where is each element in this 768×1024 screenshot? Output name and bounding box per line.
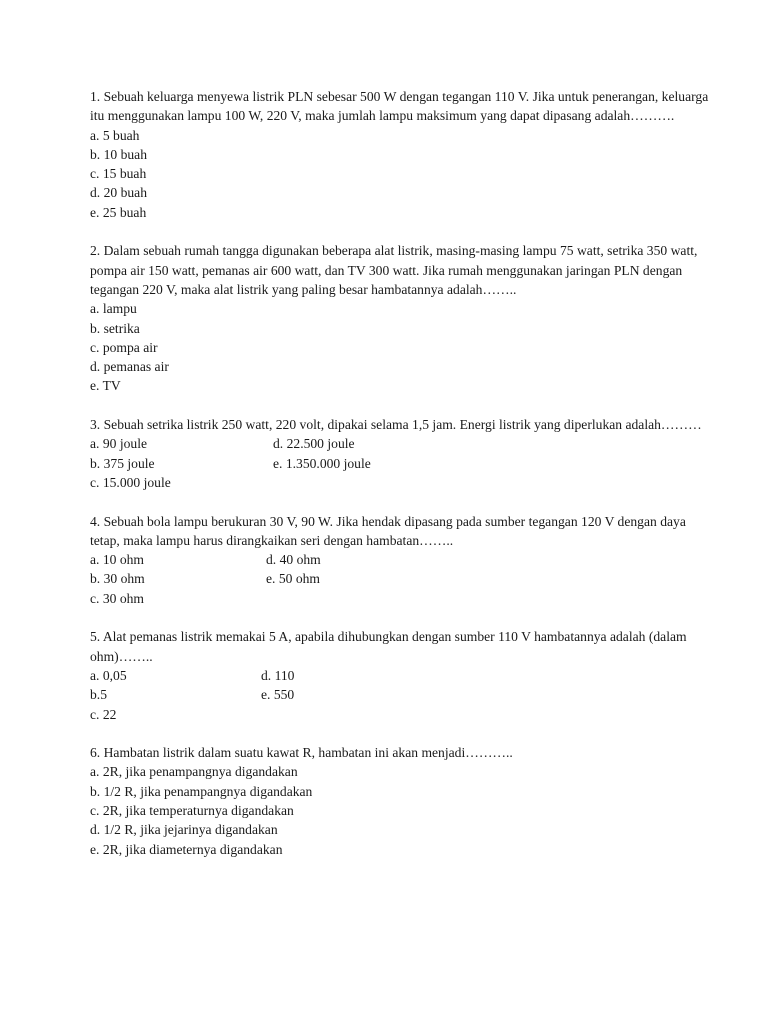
question-6-option-a: a. 2R, jika penampangnya digandakan (90, 764, 298, 780)
question-3-option-a: a. 90 joule (90, 436, 148, 452)
question-5-option-b: b.5 (90, 687, 107, 703)
question-6-option-c: c. 2R, jika temperaturnya digandakan (90, 802, 294, 818)
question-5-option-c: c. 22 (90, 706, 117, 722)
question-1-stem: 1. Sebuah keluarga menyewa listrik PLN sebesar 500 W dengan tegangan 110 V. Jika untuk penerangan, keluarga itu menggunakan lampu 100 W, 220 V, maka jumlah lampu maksimum yang dapat dipasang adalah………. (90, 89, 709, 124)
question-1-option-e: e. 25 buah (90, 204, 147, 220)
question-3 (90, 415, 710, 492)
question-5-stem: 5. Alat pemanas listrik memakai 5 A, apabila dihubungkan dengan sumber 110 V hambatannya adalah (dalam ohm)…….. (90, 629, 687, 664)
document-page (90, 87, 710, 878)
question-2-option-d: d. pemanas air (90, 359, 169, 375)
question-2 (90, 241, 710, 395)
question-5 (90, 627, 710, 723)
question-1-option-d: d. 20 buah (90, 185, 148, 201)
question-6-option-d: d. 1/2 R, jika jejarinya digandakan (90, 822, 278, 838)
question-4 (90, 512, 710, 608)
question-5-option-e: e. 550 (261, 687, 295, 703)
question-4-option-e: e. 50 ohm (266, 571, 320, 587)
question-4-stem: 4. Sebuah bola lampu berukuran 30 V, 90 W. Jika hendak dipasang pada sumber tegangan 120 V dengan daya tetap, maka lampu harus dirangkaikan seri dengan hambatan…….. (90, 513, 686, 548)
question-6-option-b: b. 1/2 R, jika penampangnya digandakan (90, 783, 313, 799)
question-3-options-row-3 (90, 473, 710, 492)
question-2-stem: 2. Dalam sebuah rumah tangga digunakan beberapa alat listrik, masing-masing lampu 75 watt, setrika 350 watt, pompa air 150 watt, pemanas air 600 watt, dan TV 300 watt. Jika rumah menggunakan jaringan PLN dengan tegangan 220 V, maka alat listrik yang paling besar hambatannya adalah…….. (90, 243, 698, 297)
question-1 (90, 87, 710, 222)
question-1-option-c: c. 15 buah (90, 166, 147, 182)
question-4-option-a: a. 10 ohm (90, 552, 144, 568)
question-2-option-e: e. TV (90, 378, 121, 394)
question-1-option-a: a. 5 buah (90, 127, 140, 143)
question-3-options-row-1 (90, 434, 710, 453)
question-4-option-c: c. 30 ohm (90, 590, 144, 606)
question-4-options-row-2 (90, 569, 710, 588)
question-4-option-d: d. 40 ohm (266, 552, 321, 568)
question-3-stem: 3. Sebuah setrika listrik 250 watt, 220 volt, dipakai selama 1,5 jam. Energi listrik yang diperlukan adalah……… (90, 417, 702, 433)
question-3-options-row-2 (90, 454, 710, 473)
question-3-option-e: e. 1.350.000 joule (273, 455, 371, 471)
question-2-option-b: b. setrika (90, 320, 140, 336)
question-3-option-d: d. 22.500 joule (273, 436, 355, 452)
question-5-options-row-3 (90, 705, 710, 724)
question-6-stem: 6. Hambatan listrik dalam suatu kawat R, hambatan ini akan menjadi……….. (90, 745, 513, 761)
question-4-option-b: b. 30 ohm (90, 571, 145, 587)
question-4-options-row-1 (90, 550, 710, 569)
question-6-option-e: e. 2R, jika diameternya digandakan (90, 841, 283, 857)
question-3-option-b: b. 375 joule (90, 455, 155, 471)
question-2-option-a: a. lampu (90, 301, 137, 317)
question-5-option-a: a. 0,05 (90, 667, 127, 683)
question-2-option-c: c. pompa air (90, 339, 158, 355)
question-1-option-b: b. 10 buah (90, 146, 148, 162)
question-4-options-row-3 (90, 589, 710, 608)
question-3-option-c: c. 15.000 joule (90, 474, 171, 490)
question-5-options-row-2 (90, 685, 710, 704)
question-6 (90, 743, 710, 859)
question-5-options-row-1 (90, 666, 710, 685)
question-5-option-d: d. 110 (261, 667, 295, 683)
